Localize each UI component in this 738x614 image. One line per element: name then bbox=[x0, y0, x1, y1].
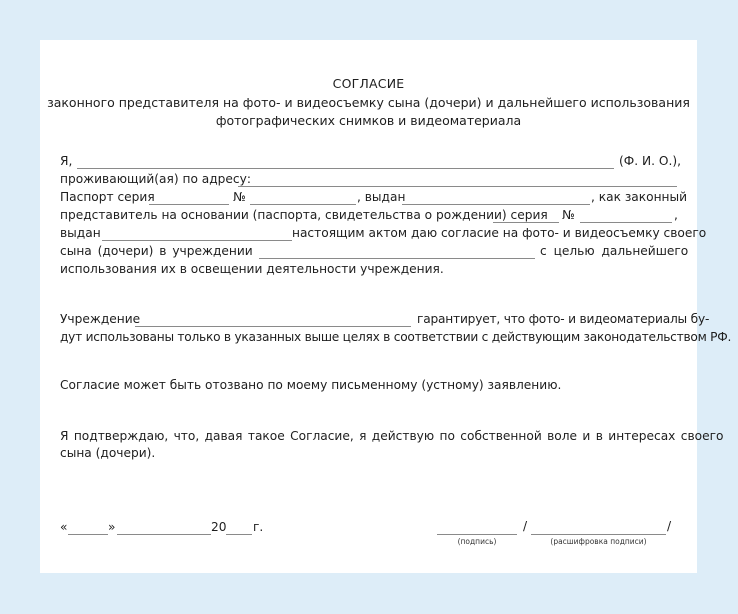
date-year-field[interactable] bbox=[226, 534, 252, 535]
document-title: СОГЛАСИЕ bbox=[332, 76, 405, 91]
label-child-institution: сына (дочери) в учреждении bbox=[60, 244, 253, 258]
revocation-text: Согласие может быть отозвано по моему письменному (устному) заявлению. bbox=[60, 378, 562, 392]
label-fio: (Ф. И. О.), bbox=[619, 154, 681, 168]
label-consent-act: настоящим актом даю согласие на фото- и видеосъемку своего bbox=[292, 226, 707, 240]
document-issued-by-field[interactable] bbox=[102, 240, 292, 241]
label-purpose: с целью дальнейшего bbox=[540, 244, 689, 258]
institution-field[interactable] bbox=[259, 258, 535, 259]
document-subtitle-line2: фотографических снимков и видеоматериала bbox=[215, 113, 522, 128]
confirmation-text-line2: сына (дочери). bbox=[60, 446, 156, 460]
date-year-suffix: г. bbox=[253, 520, 264, 534]
document-number-field[interactable] bbox=[580, 222, 672, 223]
label-usage: использования их в освещении деятельности учреждения. bbox=[60, 262, 444, 276]
date-month-field[interactable] bbox=[117, 534, 211, 535]
signature-slash-1: / bbox=[523, 519, 528, 533]
document-series-field[interactable] bbox=[493, 222, 559, 223]
date-day-field[interactable] bbox=[68, 534, 108, 535]
passport-issued-by-field[interactable] bbox=[402, 204, 590, 205]
passport-series-field[interactable] bbox=[149, 204, 229, 205]
label-passport-series: Паспорт серия bbox=[60, 190, 155, 204]
confirmation-text-line1: Я подтверждаю, что, давая такое Согласие, я действую по собственной воле и в интересах своего bbox=[60, 429, 724, 443]
label-representative-basis: представитель на основании (паспорта, свидетельства о рождении) серия bbox=[60, 208, 548, 222]
guarantor-institution-field[interactable] bbox=[135, 326, 411, 327]
date-open-quote: « bbox=[60, 520, 68, 534]
label-document-number: № bbox=[562, 208, 575, 222]
label-institution: Учреждение bbox=[60, 312, 141, 326]
label-passport-number: № bbox=[233, 190, 246, 204]
signature-field[interactable] bbox=[437, 534, 517, 535]
consent-form-page bbox=[40, 40, 732, 573]
document-subtitle-line1: законного представителя на фото- и видеосъемку сына (дочери) и дальнейшего использования bbox=[47, 95, 690, 110]
date-year-prefix: 20 bbox=[211, 520, 227, 534]
signature-decoding-field[interactable] bbox=[531, 534, 666, 535]
date-close-quote: » bbox=[108, 520, 116, 534]
label-guarantee-cont: дут использованы только в указанных выше целях в соответствии с действующим законодательством РФ. bbox=[60, 330, 732, 344]
label-i: Я, bbox=[60, 154, 73, 168]
address-field[interactable] bbox=[238, 186, 677, 187]
passport-number-field[interactable] bbox=[250, 204, 356, 205]
fio-field[interactable] bbox=[77, 168, 614, 169]
signature-label: (подпись) bbox=[457, 537, 497, 546]
signature-decoding-label: (расшифровка подписи) bbox=[550, 537, 647, 546]
label-as-legal: , как законный bbox=[591, 190, 688, 204]
label-address: проживающий(ая) по адресу: bbox=[60, 172, 251, 186]
label-issued: , выдан bbox=[357, 190, 406, 204]
label-issued-2: выдан bbox=[60, 226, 101, 240]
label-comma: , bbox=[674, 208, 678, 222]
label-guarantee: гарантирует, что фото- и видеоматериалы бу- bbox=[417, 312, 710, 326]
signature-slash-2: / bbox=[667, 519, 672, 533]
